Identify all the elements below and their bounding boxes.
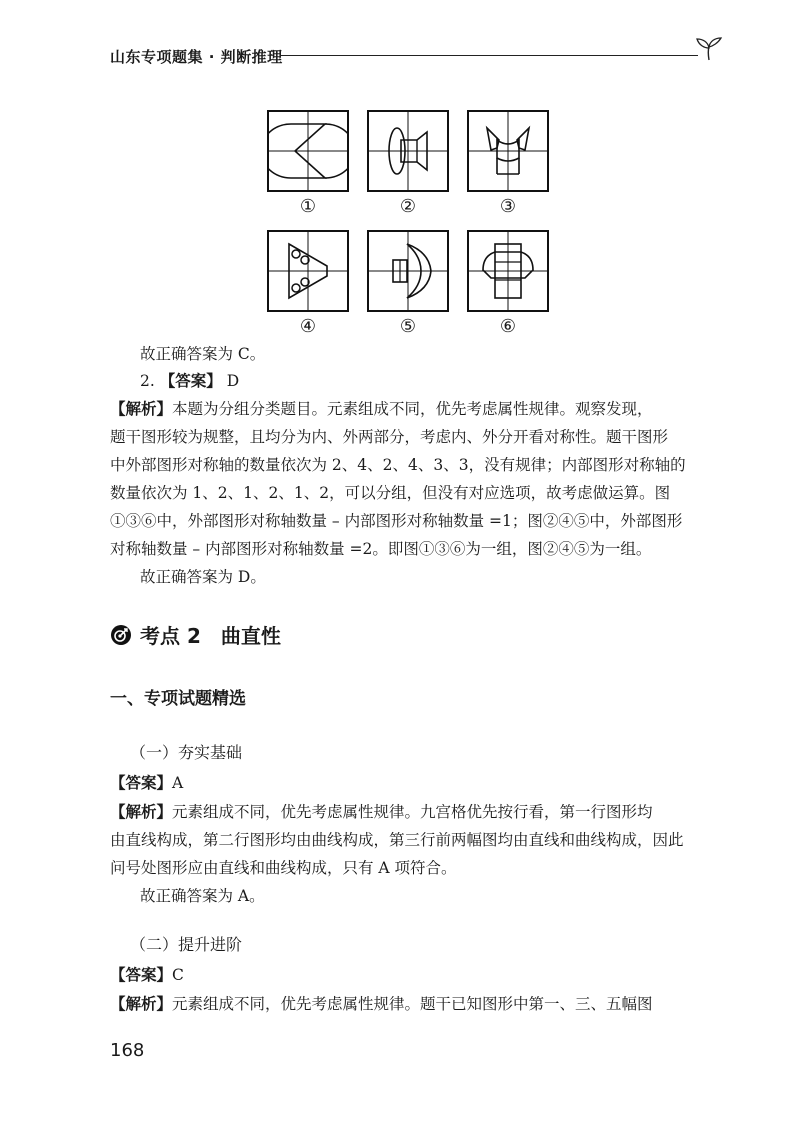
sub1-answer-line [110,770,710,796]
sub2-answer: C [172,966,184,984]
analysis-label: 【解析】 [110,995,173,1013]
q2-analysis-line-5: ①③⑥中，外部图形对称轴数量 – 内部图形对称轴数量 =1；图②④⑤中，外部图形 [110,512,683,530]
figure-2 [367,110,449,192]
figure-5 [367,230,449,312]
sub2-answer-line [110,962,710,988]
figure-1 [267,110,349,192]
sub1-analysis-line-3: 问号处图形应由直线和曲线构成，只有 A 项符合。 [110,859,457,877]
figure-label-2: ② [399,196,417,217]
sub2-analysis-line-1 [110,991,710,1017]
sub1-analysis-text-1: 元素组成不同，优先考虑属性规律。九宫格优先按行看，第一行图形均 [172,803,653,821]
q2-analysis-text-1: 本题为分组分类题目。元素组成不同，优先考虑属性规律。观察发现， [172,400,653,418]
figure-label-6: ⑥ [499,316,517,337]
q2-number: 2. [140,372,155,390]
figure-3 [467,110,549,192]
target-badge-icon [110,624,132,646]
q2-conclusion: 故正确答案为 D。 [140,568,266,586]
figure-grid [0,0,800,340]
sub2-analysis-text-1: 元素组成不同，优先考虑属性规律。题干已知图形中第一、三、五幅图 [172,995,653,1013]
figure-6 [467,230,549,312]
sub1-analysis-line-1 [110,799,710,825]
analysis-label: 【解析】 [110,803,173,821]
q2-analysis-line-2: 题干图形较为规整，且均分为内、外两部分，考虑内、外分开看对称性。题干图形 [110,428,669,446]
q2-analysis-line-4: 数量依次为 1、2、1、2、1、2，可以分组，但没有对应选项，故考虑做运算。图 [110,484,671,502]
answer-statement-c: 故正确答案为 C。 [140,345,266,363]
header-title: 山东专项题集 · 判断推理 [110,48,283,66]
figure-label-1: ① [299,196,317,217]
sub1-answer: A [172,774,184,792]
answer-label: 【答案】 [110,966,173,984]
q2-analysis-line-6: 对称轴数量 – 内部图形对称轴数量 =2。即图①③⑥为一组，图②④⑤为一组。 [110,540,652,558]
kaodian-title: 考点 2 曲直性 [140,624,281,648]
q2-answer: D [226,372,240,390]
figure-label-5: ⑤ [399,316,417,337]
page-number: 168 [110,1040,145,1061]
subsection-1-title: （一）夯实基础 [130,743,243,762]
figure-label-3: ③ [499,196,517,217]
q2-analysis-line-3: 中外部图形对称轴的数量依次为 2、4、2、4、3、3，没有规律；内部图形对称轴的 [110,456,686,474]
answer-label: 【答案】 [110,774,173,792]
q2-analysis-line-1 [110,396,710,422]
subsection-2-title: （二）提升进阶 [130,935,243,954]
analysis-label: 【解析】 [110,400,173,418]
sub1-conclusion: 故正确答案为 A。 [140,887,265,905]
figure-label-4: ④ [299,316,317,337]
section-title: 一、专项试题精选 [110,689,246,709]
figure-4 [267,230,349,312]
answer-label: 【答案】 [159,372,222,390]
q2-answer-line [140,368,239,394]
sub1-analysis-line-2: 由直线构成，第二行图形均由曲线构成，第三行前两幅图均由直线和曲线构成，因此 [110,831,684,849]
